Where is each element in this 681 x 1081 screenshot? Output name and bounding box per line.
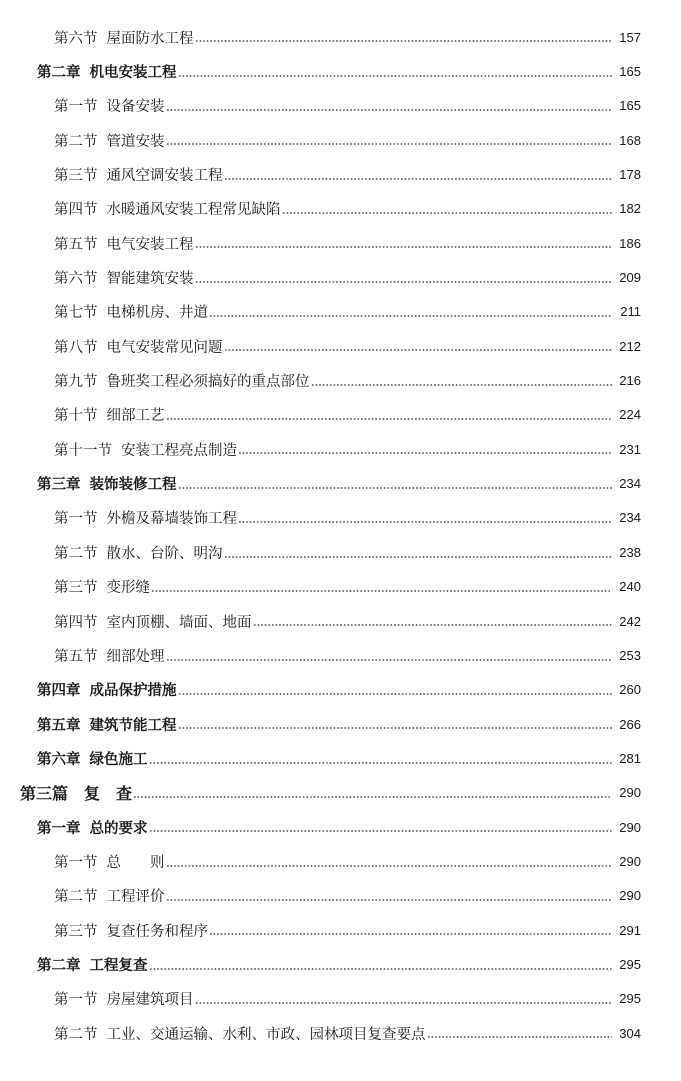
toc-entry-title: 外檐及幕墙装饰工程	[106, 511, 237, 528]
toc-entry-label	[54, 164, 223, 185]
toc-entry-section[interactable]	[0, 1016, 681, 1050]
toc-entry-page-number: 290	[619, 785, 641, 801]
dot-leader	[238, 521, 612, 523]
toc-entry-label	[54, 198, 281, 219]
toc-entry-number: 第十一节	[54, 442, 112, 459]
toc-entry-section[interactable]	[0, 535, 681, 569]
toc-entry-number: 第二节	[54, 133, 98, 150]
toc-entry-number: 第十节	[54, 408, 98, 425]
toc-entry-title: 电梯机房、井道	[106, 305, 208, 322]
toc-entry-label	[54, 576, 150, 597]
toc-entry-number: 第五节	[54, 236, 98, 253]
toc-entry-number: 第一节	[54, 854, 98, 871]
toc-entry-chapter[interactable]	[0, 947, 681, 981]
toc-entry-label	[20, 781, 132, 804]
toc-entry-page-number: 186	[619, 235, 641, 251]
dot-leader	[166, 899, 613, 901]
toc-entry-page-number: 216	[619, 373, 641, 389]
toc-entry-title: 工程复查	[89, 957, 148, 974]
toc-entry-title: 总的要求	[89, 820, 148, 837]
toc-entry-title: 复 查	[68, 784, 133, 804]
dot-leader	[195, 40, 613, 42]
toc-entry-label	[37, 714, 177, 735]
toc-entry-label	[54, 233, 194, 254]
dot-leader	[427, 1036, 613, 1038]
toc-entry-page-number: 224	[619, 407, 641, 423]
dot-leader	[166, 109, 613, 111]
toc-entry-title: 房屋建筑项目	[106, 992, 194, 1009]
dot-leader	[311, 384, 613, 386]
toc-entry-page-number: 209	[619, 270, 641, 286]
dot-leader	[166, 143, 613, 145]
toc-entry-page-number: 211	[620, 304, 641, 320]
toc-entry-chapter[interactable]	[0, 741, 681, 775]
dot-leader	[133, 796, 612, 798]
toc-entry-label	[37, 679, 177, 700]
dot-leader	[166, 418, 613, 420]
toc-entry-page-number: 157	[619, 29, 641, 45]
dot-leader	[149, 968, 613, 970]
toc-entry-section[interactable]	[0, 398, 681, 432]
toc-entry-label	[54, 95, 165, 116]
toc-entry-page-number: 234	[619, 476, 641, 492]
dot-leader	[195, 281, 613, 283]
toc-entry-section[interactable]	[0, 89, 681, 123]
toc-entry-page-number: 260	[619, 682, 641, 698]
toc-entry-number: 第六节	[54, 271, 98, 288]
toc-entry-label	[54, 851, 165, 872]
toc-entry-page-number: 295	[619, 956, 641, 972]
toc-entry-number: 第二章	[37, 957, 81, 974]
toc-entry-number: 第四节	[54, 202, 98, 219]
toc-entry-label	[54, 507, 237, 528]
toc-entry-page-number: 290	[619, 888, 641, 904]
toc-entry-page-number: 168	[619, 132, 641, 148]
toc-entry-chapter[interactable]	[0, 810, 681, 844]
toc-entry-page-number: 165	[619, 64, 641, 80]
toc-entry-page-number: 295	[619, 991, 641, 1007]
toc-entry-number: 第三节	[54, 580, 98, 597]
toc-entry-page-number: 281	[619, 750, 641, 766]
toc-entry-page-number: 238	[619, 544, 641, 560]
toc-entry-section[interactable]	[0, 844, 681, 878]
toc-entry-label	[54, 645, 165, 666]
toc-entry-number: 第五章	[37, 717, 81, 734]
toc-entry-section[interactable]	[0, 260, 681, 294]
toc-entry-section[interactable]	[0, 879, 681, 913]
toc-entry-number: 第一节	[54, 992, 98, 1009]
toc-entry-number: 第七节	[54, 305, 98, 322]
toc-entry-page-number: 182	[619, 201, 641, 217]
toc-entry-number: 第三节	[54, 923, 98, 940]
dot-leader	[166, 659, 613, 661]
dot-leader	[166, 865, 613, 867]
toc-entry-label	[54, 439, 237, 460]
toc-entry-chapter[interactable]	[0, 54, 681, 88]
toc-entry-title: 水暖通风安装工程常见缺陷	[106, 202, 281, 219]
toc-entry-part[interactable]	[0, 776, 681, 810]
toc-entry-title: 设备安装	[106, 99, 165, 116]
toc-entry-title: 电气安装常见问题	[106, 339, 223, 356]
toc-entry-number: 第二节	[54, 1026, 98, 1043]
dot-leader	[151, 590, 612, 592]
toc-entry-page-number: 290	[619, 853, 641, 869]
toc-entry-number: 第三节	[54, 168, 98, 185]
toc-entry-label	[54, 542, 223, 563]
toc-entry-title: 建筑节能工程	[89, 717, 177, 734]
toc-entry-number: 第一节	[54, 511, 98, 528]
dot-leader	[195, 246, 613, 248]
toc-entry-label	[37, 748, 148, 769]
toc-entry-section[interactable]	[0, 363, 681, 397]
toc-entry-section[interactable]	[0, 982, 681, 1016]
toc-entry-title: 机电安装工程	[89, 65, 177, 82]
toc-entry-number: 第八节	[54, 339, 98, 356]
toc-entry-label	[54, 1023, 426, 1044]
toc-entry-section[interactable]	[0, 501, 681, 535]
toc-entry-section[interactable]	[0, 123, 681, 157]
toc-entry-title: 屋面防水工程	[106, 30, 194, 47]
dot-leader	[178, 487, 613, 489]
toc-entry-section[interactable]	[0, 570, 681, 604]
toc-entry-title: 工程评价	[106, 889, 165, 906]
toc-entry-title: 鲁班奖工程必须搞好的重点部位	[106, 374, 310, 391]
toc-entry-number: 第二章	[37, 65, 81, 82]
toc-entry-label	[37, 954, 148, 975]
toc-entry-label	[54, 267, 194, 288]
dot-leader	[178, 75, 613, 77]
dot-leader	[282, 212, 613, 214]
dot-leader	[149, 830, 613, 832]
dot-leader	[253, 624, 613, 626]
toc-entry-title: 智能建筑安装	[106, 271, 194, 288]
toc-entry-title: 成品保护措施	[89, 683, 177, 700]
dot-leader	[238, 452, 612, 454]
toc-entry-label	[54, 130, 165, 151]
toc-entry-number: 第三章	[37, 477, 81, 494]
toc-entry-section[interactable]	[0, 432, 681, 466]
toc-entry-page-number: 240	[619, 579, 641, 595]
toc-entry-label	[54, 27, 194, 48]
toc-entry-number: 第九节	[54, 374, 98, 391]
toc-entry-page-number: 253	[619, 647, 641, 663]
toc-entry-number: 第三篇	[20, 784, 69, 804]
toc-entry-number: 第六章	[37, 751, 81, 768]
toc-entry-chapter[interactable]	[0, 673, 681, 707]
toc-entry-number: 第四章	[37, 683, 81, 700]
toc-entry-chapter[interactable]	[0, 707, 681, 741]
toc-entry-title: 细部工艺	[106, 408, 165, 425]
toc-entry-title: 室内顶棚、墙面、地面	[106, 614, 252, 631]
toc-entry-label	[54, 885, 165, 906]
toc-entry-section[interactable]	[0, 226, 681, 260]
dot-leader	[195, 1002, 613, 1004]
toc-entry-label	[37, 61, 177, 82]
toc-entry-title: 总 则	[106, 854, 165, 871]
toc-entry-title: 复查任务和程序	[106, 923, 208, 940]
toc-entry-label	[54, 301, 208, 322]
toc-entry-section[interactable]	[0, 913, 681, 947]
toc-entry-label	[37, 473, 177, 494]
dot-leader	[178, 727, 613, 729]
toc-entry-number: 第二节	[54, 545, 98, 562]
toc-entry-section[interactable]	[0, 157, 681, 191]
toc-entry-section[interactable]	[0, 638, 681, 672]
toc-entry-title: 管道安装	[106, 133, 165, 150]
toc-entry-title: 装饰装修工程	[89, 477, 177, 494]
toc-entry-title: 通风空调安装工程	[106, 168, 223, 185]
toc-entry-page-number: 178	[619, 167, 641, 183]
dot-leader	[149, 762, 613, 764]
toc-entry-page-number: 291	[619, 922, 641, 938]
toc-entry-number: 第六节	[54, 30, 98, 47]
toc-entry-label	[54, 404, 165, 425]
dot-leader	[224, 349, 613, 351]
toc-entry-label	[54, 920, 208, 941]
toc-entry-section[interactable]	[0, 20, 681, 54]
toc-entry-title: 细部处理	[106, 648, 165, 665]
toc-entry-page-number: 304	[619, 1025, 641, 1041]
toc-entry-title: 工业、交通运输、水利、市政、园林项目复查要点	[106, 1026, 426, 1043]
dot-leader	[224, 556, 613, 558]
toc-entry-page-number: 231	[619, 441, 641, 457]
toc-entry-title: 散水、台阶、明沟	[106, 545, 223, 562]
toc-entry-page-number: 266	[619, 716, 641, 732]
toc-entry-number: 第一章	[37, 820, 81, 837]
toc-entry-title: 电气安装工程	[106, 236, 194, 253]
dot-leader	[209, 933, 612, 935]
dot-leader	[224, 178, 613, 180]
toc-entry-page-number: 234	[619, 510, 641, 526]
dot-leader	[178, 693, 613, 695]
toc-entry-label	[54, 370, 310, 391]
toc-entry-section[interactable]	[0, 604, 681, 638]
table-of-contents	[0, 20, 681, 1050]
toc-entry-chapter[interactable]	[0, 466, 681, 500]
toc-entry-label	[37, 817, 148, 838]
toc-entry-title: 绿色施工	[89, 751, 148, 768]
dot-leader	[209, 315, 612, 317]
toc-entry-page-number: 242	[619, 613, 641, 629]
toc-entry-page-number: 165	[619, 98, 641, 114]
toc-entry-number: 第四节	[54, 614, 98, 631]
toc-entry-section[interactable]	[0, 329, 681, 363]
toc-entry-page-number: 212	[619, 338, 641, 354]
toc-entry-number: 第二节	[54, 889, 98, 906]
toc-entry-section[interactable]	[0, 192, 681, 226]
toc-entry-label	[54, 611, 252, 632]
toc-entry-label	[54, 336, 223, 357]
toc-entry-number: 第五节	[54, 648, 98, 665]
toc-entry-section[interactable]	[0, 295, 681, 329]
toc-entry-label	[54, 988, 194, 1009]
toc-entry-title: 变形缝	[106, 580, 150, 597]
toc-entry-page-number: 290	[619, 819, 641, 835]
toc-entry-number: 第一节	[54, 99, 98, 116]
toc-entry-title: 安装工程亮点制造	[121, 442, 237, 459]
